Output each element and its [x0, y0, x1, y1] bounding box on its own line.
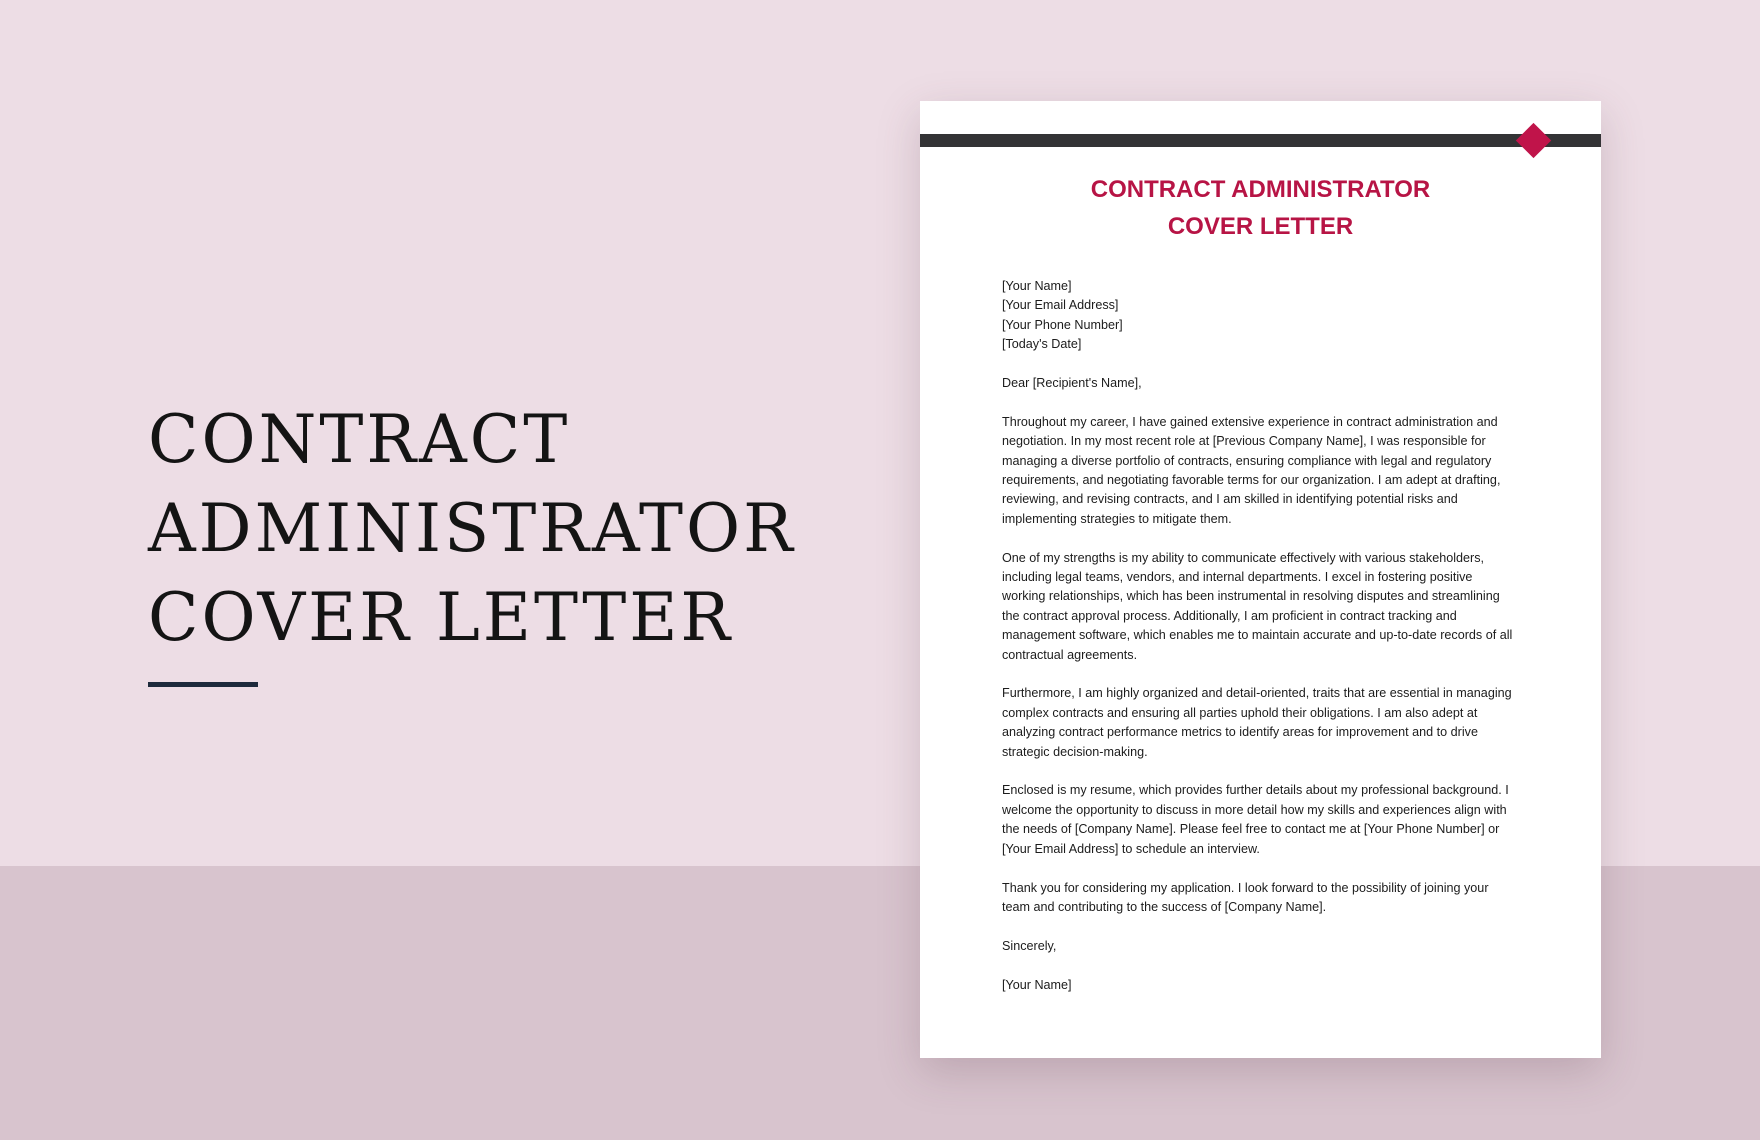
- paragraph-line: implementing strategies to mitigate them.: [1002, 511, 1232, 526]
- promo-title: [148, 395, 848, 662]
- paragraph-line: Furthermore, I am highly organized and detail-oriented, traits that are essential in managing: [1002, 686, 1512, 701]
- paragraph-line: management software, which enables me to maintain accurate and up-to-date records of all: [1002, 628, 1513, 643]
- paragraph-organization: [1002, 684, 1542, 762]
- sender-name: [Your Name]: [1002, 279, 1072, 293]
- document-title-line: CONTRACT ADMINISTRATOR: [1090, 176, 1431, 203]
- paragraph-enclosure: [1002, 781, 1542, 859]
- paragraph-line: the contract approval process. Additionally, I am proficient in contract tracking and: [1002, 608, 1457, 623]
- paragraph-line: Enclosed is my resume, which provides further details about my professional background. I: [1002, 783, 1509, 798]
- promo-title-line: COVER LETTER: [148, 579, 734, 656]
- paragraph-line: [Your Email Address] to schedule an interview.: [1002, 841, 1260, 856]
- sender-block: [1002, 277, 1542, 355]
- promo-heading: [148, 395, 848, 662]
- paragraph-line: strategic decision-making.: [1002, 744, 1148, 759]
- paragraph-line: One of my strengths is my ability to communicate effectively with various stakeholders,: [1002, 550, 1485, 565]
- paragraph-experience: [1002, 413, 1542, 529]
- letter-body: [1002, 277, 1542, 1014]
- paragraph-line: team and contributing to the success of [Company Name].: [1002, 899, 1327, 914]
- diamond-ornament-icon: [1516, 123, 1551, 158]
- sender-phone: [Your Phone Number]: [1002, 317, 1123, 332]
- salutation: [1002, 374, 1542, 393]
- paragraph-line: including legal teams, vendors, and internal departments. I excel in fostering positive: [1002, 570, 1473, 585]
- promo-underline: [148, 682, 258, 687]
- paragraph-line: analyzing contract performance metrics to identify areas for improvement and to drive: [1002, 725, 1478, 740]
- paragraph-strengths: [1002, 549, 1542, 665]
- promo-title-line: CONTRACT: [148, 401, 571, 478]
- paragraph-line: reviewing, and revising contracts, and I am skilled in identifying potential risks and: [1002, 492, 1458, 507]
- paragraph-line: Thank you for considering my application. I look forward to the possibility of joining your: [1002, 880, 1489, 895]
- document-title-line: COVER LETTER: [1167, 213, 1354, 240]
- paragraph-line: the needs of [Company Name]. Please feel free to contact me at [Your Phone Number] or: [1002, 822, 1500, 837]
- salutation-text: Dear [Recipient's Name],: [1002, 376, 1142, 391]
- document-page: [920, 101, 1601, 1058]
- paragraph-line: Throughout my career, I have gained extensive experience in contract administration and: [1002, 414, 1498, 429]
- signature-name: [Your Name]: [1002, 977, 1072, 992]
- closing: [1002, 937, 1542, 956]
- promo-title-line: ADMINISTRATOR: [148, 490, 796, 567]
- document-title: [920, 171, 1601, 245]
- header-bar: [920, 134, 1601, 147]
- closing-text: Sincerely,: [1002, 938, 1057, 953]
- paragraph-line: managing a diverse portfolio of contracts, ensuring compliance with legal and regulatory: [1002, 453, 1492, 468]
- paragraph-line: welcome the opportunity to discuss in more detail how my skills and experiences align with: [1002, 802, 1507, 817]
- paragraph-line: contractual agreements.: [1002, 647, 1138, 662]
- paragraph-line: complex contracts and ensuring all parties uphold their obligations. I am also adept at: [1002, 705, 1478, 720]
- letter-date: [Today's Date]: [1002, 337, 1082, 352]
- sender-email: [Your Email Address]: [1002, 298, 1119, 313]
- paragraph-line: negotiation. In my most recent role at [Previous Company Name], I was responsible for: [1002, 434, 1486, 449]
- paragraph-thanks: [1002, 879, 1542, 918]
- paragraph-line: requirements, and negotiating favorable terms for our organization. I am adept at drafting,: [1002, 473, 1501, 488]
- paragraph-line: working relationships, which has been instrumental in resolving disputes and streamlining: [1002, 589, 1500, 604]
- signature: [1002, 976, 1542, 995]
